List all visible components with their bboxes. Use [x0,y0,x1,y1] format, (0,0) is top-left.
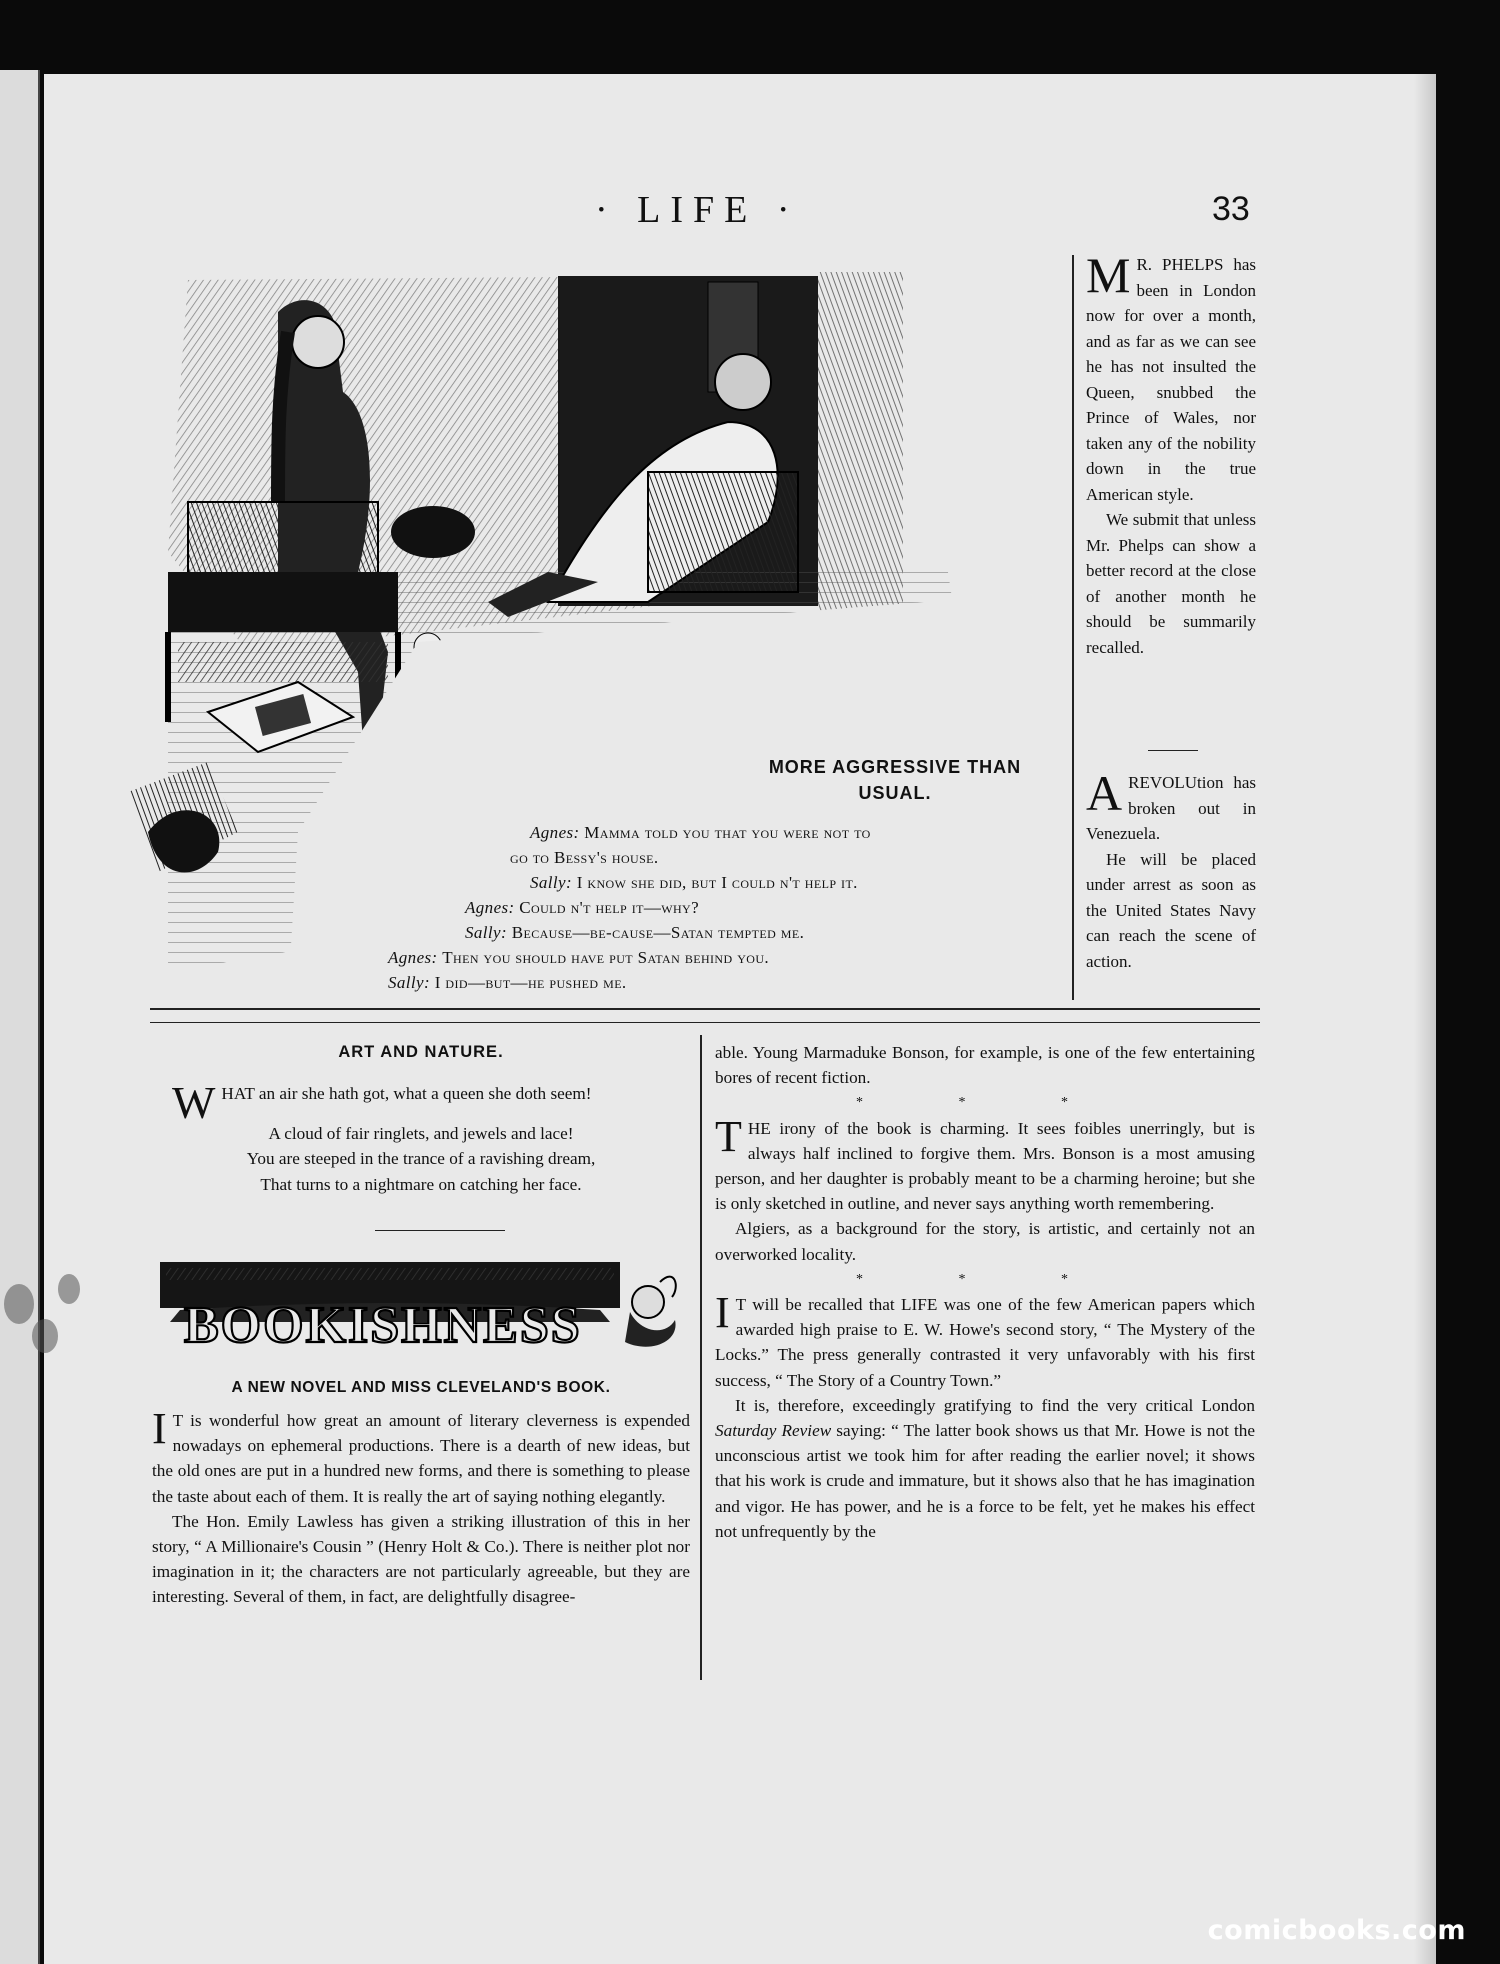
drop-cap: T [715,1111,742,1161]
poem-line: A cloud of fair ringlets, and jewels and lace! [268,1124,574,1144]
dialog-line [530,820,871,845]
article-paragraph: Algiers, as a background for the story, is artistic, and certainly not an overworked locality. [715,1219,1255,1264]
dialog-text: Then you should have put Satan behind you. [442,948,770,967]
sidebar-divider [1072,255,1074,1000]
article-title: A NEW NOVEL AND MISS CLEVELAND'S BOOK. [231,1378,611,1396]
cartoon-title: MORE AGGRESSIVE THAN USUAL. [768,757,1022,803]
sidebar-item-divider [1148,750,1198,751]
article-paragraph: able. Young Marmaduke Bonson, for example, is one of the few entertaining bores of recent fiction. [715,1043,1255,1088]
dialog-text: Because—be-cause—Satan tempted me. [511,923,805,942]
poem-line: WHAT an air she hath got, what a queen she doth seem! [172,1077,592,1129]
masthead-title: · LIFE · [595,189,800,231]
drop-cap: W [172,1077,216,1129]
dialog-text: go to Bessy's house. [510,848,659,867]
drop-cap: I [715,1288,730,1338]
ink-blot [58,1274,80,1304]
section-divider [150,1008,1260,1010]
dialog-speaker: Agnes: [530,823,580,842]
dialog-speaker: Agnes: [465,898,515,917]
dialog-line [510,845,659,870]
right-column [715,1040,1255,1544]
article-paragraph: T is wonderful how great an amount of literary cleverness is expended nowadays on ephemeral productions. There is a dearth of new ideas, but the old ones are put in a hundred new forms, and there is something to please the taste about each of them. It is really the art of saying nothing elegantly. [152,1411,690,1506]
page-number: 33 [1212,190,1250,228]
ink-blot [4,1284,34,1324]
section-stars: * * * [856,1271,1114,1287]
section-stars: * * * [856,1095,1114,1111]
dialog-text: Mamma told you that you were not to [584,823,871,842]
article-paragraph: It is, therefore, exceedingly gratifying to find the very critical London Saturday Review saying: “ The latter book shows us that Mr. Howe is not the unconscious artist we took him for after reading the earlier novel; it shows that his work is crude and immature, but it shows also that he has imagination and vigor. He has power, and he is a force to be felt, yet he makes his effect not unfrequently by the [715,1395,1255,1541]
dialog-line [530,870,858,895]
dialog-text: Could n't help it—why? [519,898,700,917]
bookishness-banner [160,1262,680,1354]
periodical-title: Saturday Review [715,1421,832,1441]
banner-text: BOOKISHNESS [184,1297,582,1354]
article-paragraph: The Hon. Emily Lawless has given a striking illustration of this in her story, “ A Millionaire's Cousin ” (Henry Holt & Co.). There is neither plot nor imagination in it; the characters are not particularly agreeable, but they are interesting. Several of them, in fact, are delightfully disagree- [152,1511,690,1607]
dialog-text: I know she did, but I could n't help it. [576,873,858,892]
poem-line: You are steeped in the trance of a ravishing dream, [246,1149,596,1169]
dialog-line [465,920,804,945]
site-watermark: comicbooks.com [1207,1915,1466,1946]
section-divider [150,1022,1260,1023]
poem-line: That turns to a nightmare on catching her face. [260,1174,582,1194]
article-paragraph: HE irony of the book is charming. It sees foibles unerringly, but is always half inclined to forgive them. Mrs. Bonson is a most amusing person, and her daughter is probably meant to be a charming heroine; but she is only sketched in outline, and never says anything worth remembering. [715,1118,1255,1214]
sidebar-text: He will be placed under arrest as soon as the United States Navy can reach the scene of action. [1086,849,1256,971]
dialog-line [388,945,769,970]
sidebar-text: REVOLUtion has broken out in Venezuela. [1086,773,1256,843]
dialog-speaker: Sally: [388,973,431,992]
dialog-speaker: Sally: [530,873,573,892]
sidebar-text: We submit that unless Mr. Phelps can show a better record at the close of another month he should be summarily recalled. [1086,510,1256,657]
dialog-speaker: Sally: [465,923,508,942]
page-edge-shadow [1414,74,1436,1964]
column-divider [700,1035,702,1680]
drop-cap: M [1086,247,1131,303]
ink-blot [32,1319,58,1353]
dialog-line [388,970,627,995]
sidebar-text: R. PHELPS has been in London now for over a month, and as far as we can see he has not insulted the Queen, snubbed the Prince of Wales, nor taken any of the nobility down in the true American style. [1086,255,1256,504]
drop-cap: A [1086,765,1123,821]
adjacent-page-edge [0,70,40,1964]
sidebar-item-phelps [1086,247,1256,660]
dialog-text: I did—but—he pushed me. [434,973,627,992]
dialog-line [465,895,699,920]
article-paragraph: T will be recalled that LIFE was one of the few American papers which awarded high praise to E. W. Howe's second story, “ The Mystery of the Locks.” The press generally contrasted it very unfavorably with his first success, “ The Story of a Country Town.” [715,1295,1255,1390]
poem-title: ART AND NATURE. [338,1043,504,1061]
sidebar-item-venezuela [1086,765,1256,974]
drop-cap: I [152,1404,167,1454]
dialog-speaker: Agnes: [388,948,438,967]
